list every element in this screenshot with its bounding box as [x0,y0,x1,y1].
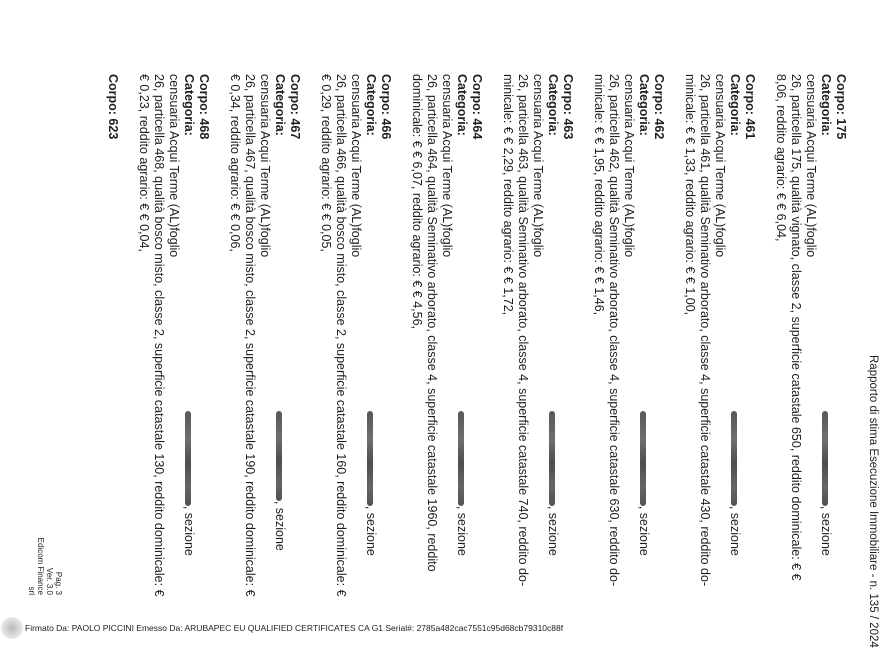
description-line-2: dominicale: € € 6,07, reddito agrario: € € 4,56, [410,74,424,330]
description-line-1: 26, particella 464, qualità Seminativo arborato, classe 4, superficie catastale 1960, reddito [425,74,439,572]
description-line-1: 26, particella 461, qualità Seminativo arborato, classe 4, superficie catastale 430, reddito do- [698,74,712,587]
page-header: Rapporto di stima Esecuzione Immobiliare - n. 135 / 2024 [867,355,879,648]
categoria-line: Categoria:, sezione censuaria Acqui Terme (AL)foglio [531,74,560,556]
categoria-line: Categoria:, sezione censuaria Acqui Terme (AL)foglio [349,74,378,556]
categoria-line: Categoria:, sezione censuaria Acqui Terme (AL)foglio [167,74,196,556]
description-line-2: minicale: € € 1,95, reddito agrario: € € 1,46, [592,74,606,316]
corpo-label: Corpo: 464 [470,74,484,140]
redaction-mark [549,411,555,506]
description-line-1: 26, particella 468, qualità bosco misto, classe 2, superficie catastale 130, reddito dominicale: € [152,74,166,597]
signature-text: Firmato Da: PAOLO PICCINI Emesso Da: ARUBAPEC EU QUALIFIED CERTIFICATES CA G1 Serial#: 2785a482cac7551c95d68cb79310c88f [25,623,564,633]
categoria-label: Categoria: [273,74,287,136]
categoria-label: Categoria: [546,74,560,136]
digital-signature-line [25,623,563,633]
page-number: Pag. 3 [54,571,63,595]
particella-description [682,74,712,604]
page-footer [27,535,63,595]
categoria-label: Categoria: [728,74,742,136]
sezione-text: sezione censuaria Acqui Terme (AL)foglio [804,74,833,556]
description-line-1: 26, particella 175, qualità vignato, classe 2, superficie catastale 650, reddito dominicale: € € [789,74,803,581]
categoria-label: Categoria: [637,74,651,136]
sezione-text: sezione censuaria Acqui Terme (AL)foglio [167,74,196,556]
description-line-1: 26, particella 466, qualità bosco misto, classe 2, superficie catastale 160, reddito dominicale: € [334,74,348,597]
particella-description [409,74,439,604]
particella-description [500,74,530,604]
particella-description [773,74,803,604]
categoria-line: Categoria:, sezione censuaria Acqui Terme (AL)foglio [622,74,651,556]
description-line-2: minicale: € € 1,33, reddito agrario: € € 1,00, [683,74,697,316]
document-body [105,74,848,604]
categoria-line: Categoria:, sezione censuaria Acqui Terme (AL)foglio [258,74,287,551]
description-line-1: 26, particella 467, qualità bosco misto, classe 2, superficie catastale 190, reddito dominicale: € [243,74,257,597]
publisher-label: Edicom Finance srl [27,537,45,595]
redaction-mark [276,411,282,501]
corpo-label: Corpo: 462 [652,74,666,140]
corpo-label: Corpo: 467 [288,74,302,140]
description-line-1: 26, particella 463, qualità Seminativo arborato, classe 4, superficie catastale 740, reddito do- [516,74,530,587]
description-line-1: 26, particella 462, qualità Seminativo arborato, classe 4, superficie catastale 630, reddito do- [607,74,621,587]
sezione-text: sezione censuaria Acqui Terme (AL)foglio [713,74,742,556]
description-line-2: minicale: € € 2,29, reddito agrario: € € 1,72, [501,74,515,316]
corpo-label: Corpo: 466 [379,74,393,140]
redaction-mark [458,411,464,506]
particella-description [318,74,348,604]
redaction-mark [640,411,646,506]
corpo-label: Corpo: 175 [834,74,848,140]
redaction-mark [185,411,191,506]
description-line-2: € 0,34, reddito agrario: € € 0,06, [228,74,242,252]
description-line-2: € 0,23, reddito agrario: € € 0,04, [137,74,151,252]
sezione-text: sezione censuaria Acqui Terme (AL)foglio [622,74,651,556]
particella-description [227,74,257,604]
version-label: Ver. 3.0 [45,567,54,595]
categoria-label: Categoria: [364,74,378,136]
particella-description [591,74,621,604]
redaction-mark [731,411,737,506]
sezione-text: sezione censuaria Acqui Terme (AL)foglio [531,74,560,556]
sezione-text: sezione censuaria Acqui Terme (AL)foglio [258,74,287,551]
categoria-label: Categoria: [819,74,833,136]
categoria-line: Categoria:, sezione censuaria Acqui Terme (AL)foglio [804,74,833,556]
sezione-text: sezione censuaria Acqui Terme (AL)foglio [440,74,469,556]
description-line-2: € 0,29, reddito agrario: € € 0,05, [319,74,333,252]
redaction-mark [822,411,828,506]
corpo-label: Corpo: 463 [561,74,575,140]
corpo-label: Corpo: 461 [743,74,757,140]
particella-description [136,74,166,604]
sezione-text: sezione censuaria Acqui Terme (AL)foglio [349,74,378,556]
stamp-icon [1,617,23,639]
corpo-label: Corpo: 623 [106,74,120,140]
categoria-label: Categoria: [182,74,196,136]
description-line-2: 8,06, reddito agrario: € € 6,04, [774,74,788,242]
categoria-line: Categoria:, sezione censuaria Acqui Terme (AL)foglio [713,74,742,556]
redaction-mark [367,411,373,506]
corpo-label: Corpo: 468 [197,74,211,140]
categoria-label: Categoria: [455,74,469,136]
categoria-line: Categoria:, sezione censuaria Acqui Terme (AL)foglio [440,74,469,556]
